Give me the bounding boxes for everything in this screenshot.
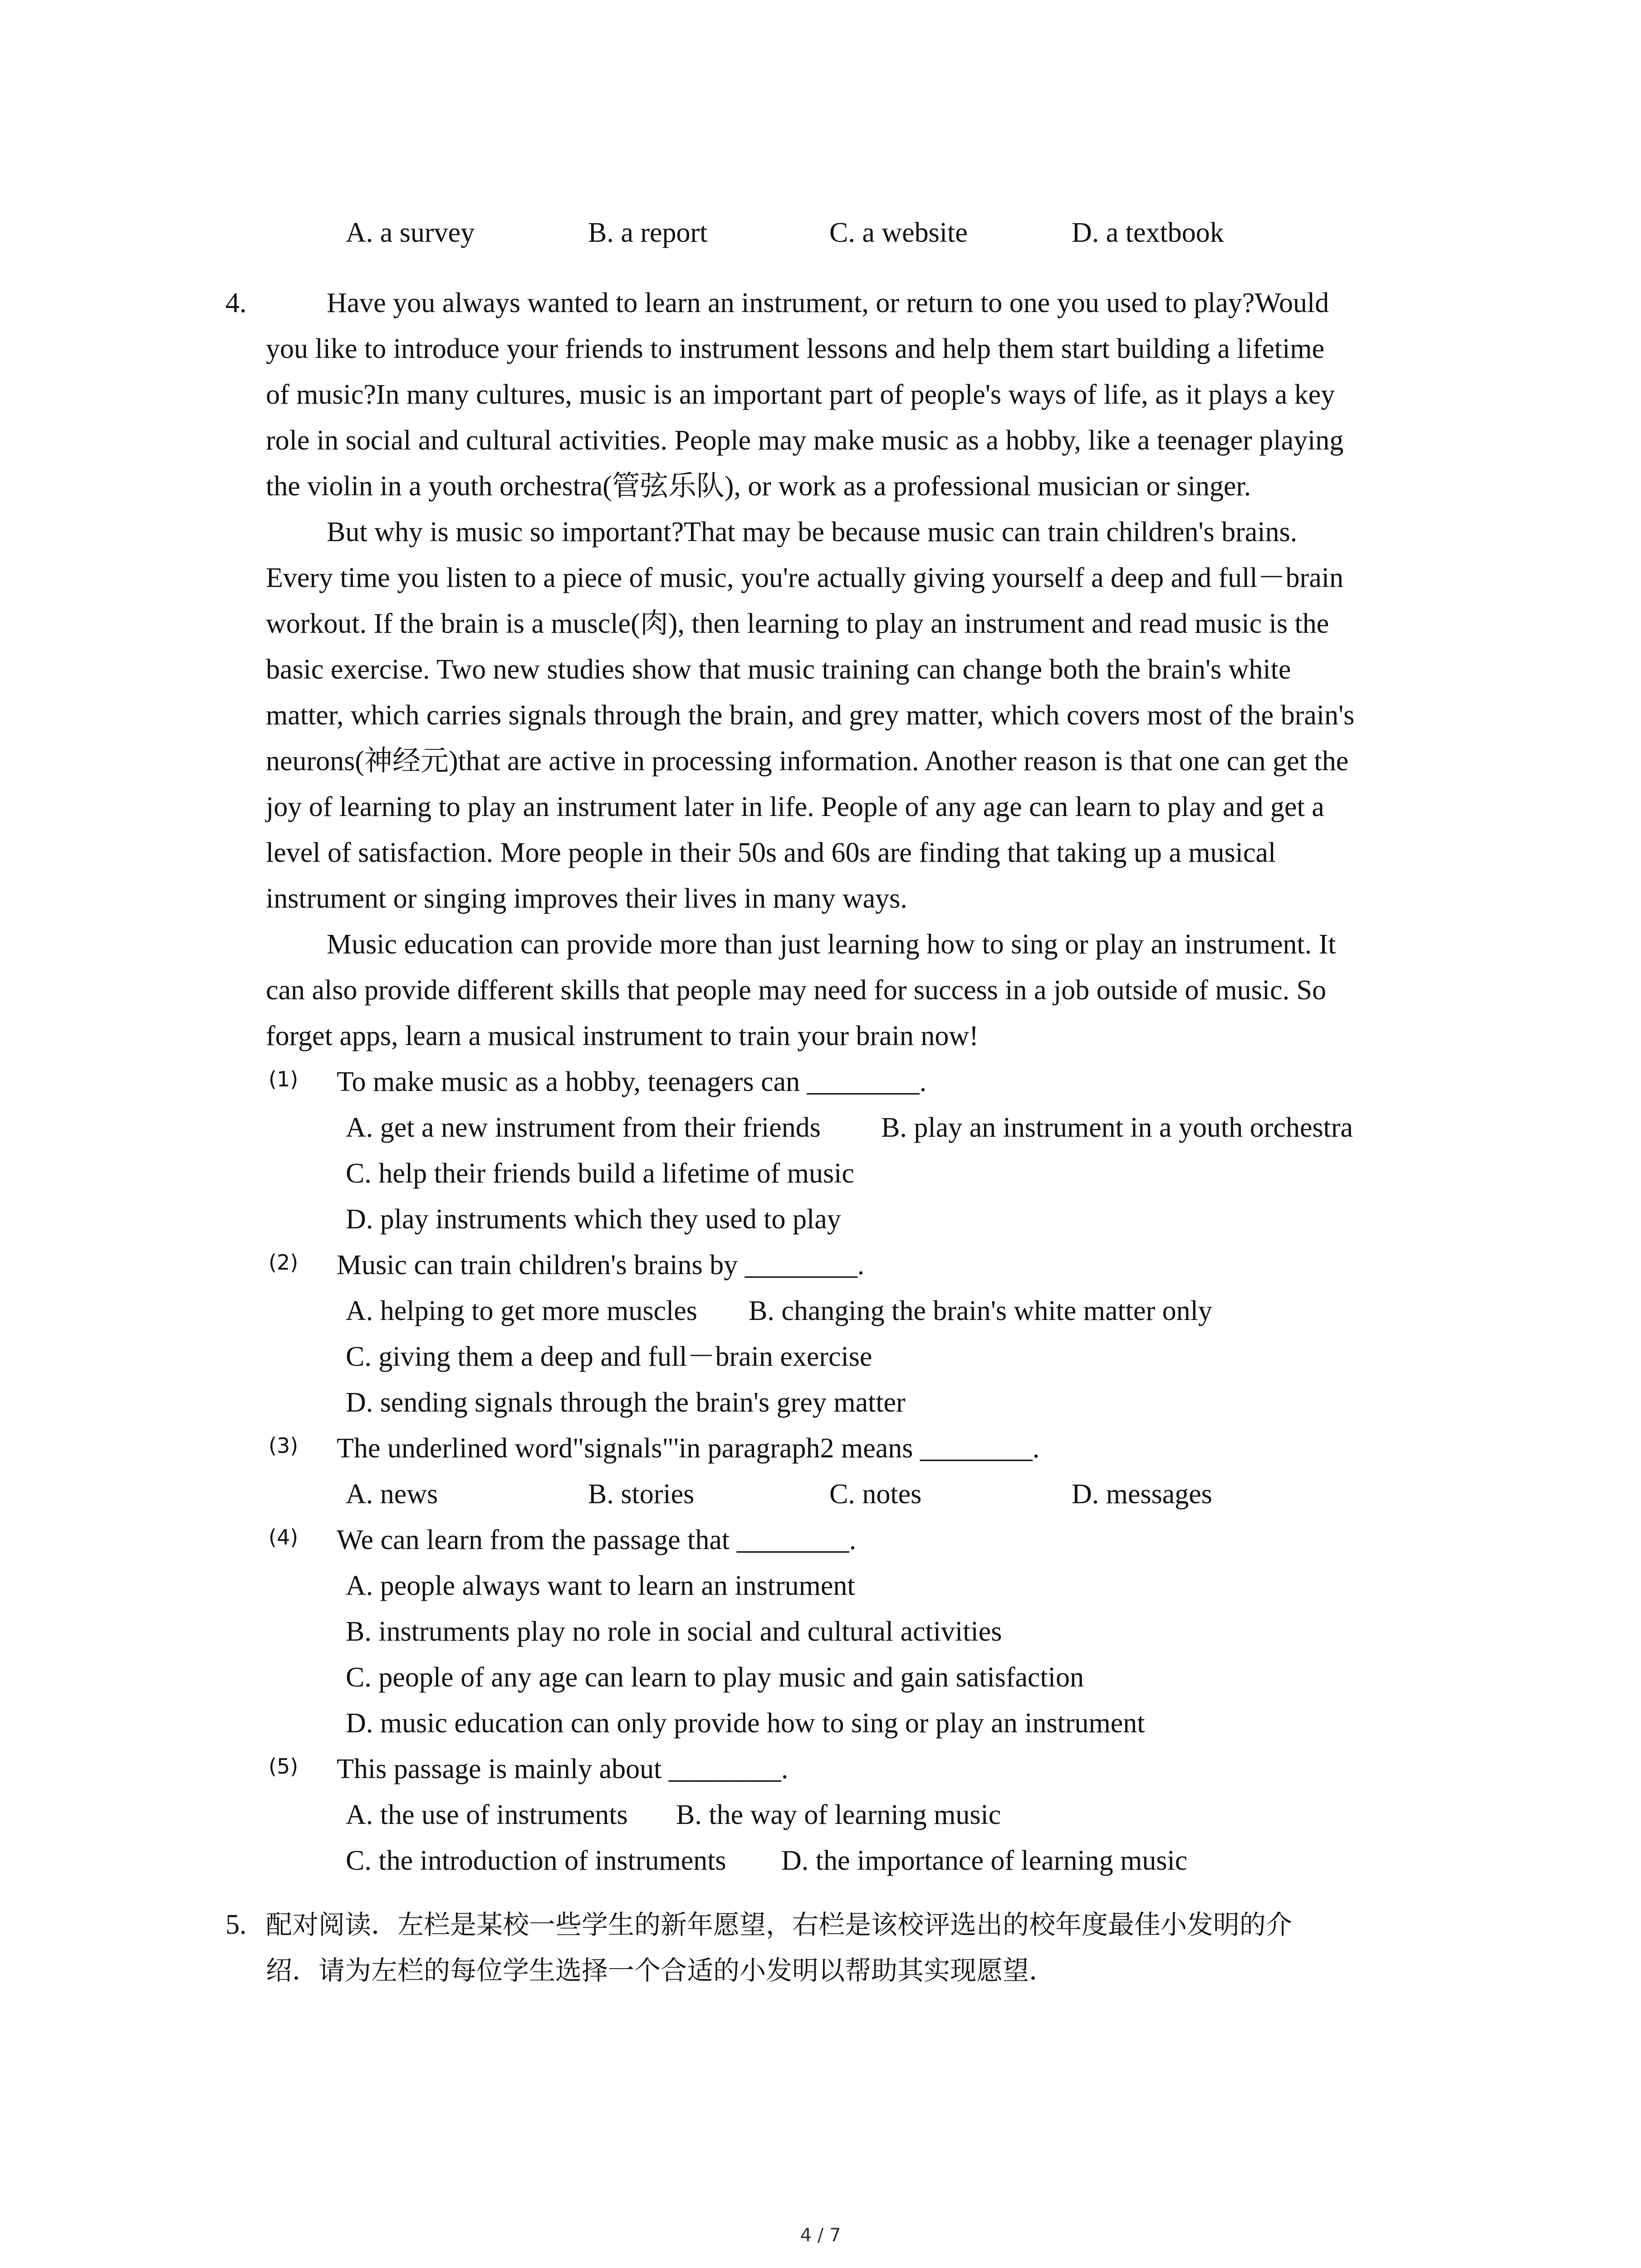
- page-number: 4 / 7: [800, 2225, 841, 2246]
- passage-line: forget apps, learn a musical instrument to train your brain now!: [266, 1021, 979, 1051]
- question-number: 5.: [225, 1909, 247, 1940]
- sub-question-stem: Music can train children's brains by ________.: [337, 1250, 865, 1281]
- q3-option-b: B. a report: [588, 217, 708, 248]
- answer-option: A. helping to get more muscles: [346, 1295, 697, 1326]
- answer-option: D. the importance of learning music: [781, 1845, 1188, 1876]
- passage-line: neurons(神经元)that are active in processing information. Another reason is that one can get the: [266, 746, 1349, 777]
- passage-line: instrument or singing improves their lives in many ways.: [266, 883, 907, 914]
- sub-question-stem: This passage is mainly about ________.: [337, 1754, 789, 1784]
- passage-line: can also provide different skills that people may need for success in a job outside of music. So: [266, 975, 1327, 1006]
- passage-line: Music education can provide more than just learning how to sing or play an instrument. It: [327, 929, 1336, 960]
- answer-option: A. the use of instruments: [346, 1799, 628, 1830]
- sub-question-stem: The underlined word"signals"'in paragraph2 means ________.: [337, 1433, 1040, 1464]
- passage-line: the violin in a youth orchestra(管弦乐队), or work as a professional musician or singer.: [266, 471, 1251, 502]
- instruction-line: 配对阅读．左栏是某校一些学生的新年愿望，右栏是该校评选出的校年度最佳小发明的介: [266, 1909, 1293, 1940]
- answer-option: B. stories: [588, 1479, 695, 1510]
- answer-option: C. notes: [829, 1479, 922, 1510]
- q3-option-c: C. a website: [829, 217, 968, 248]
- sub-question-stem: We can learn from the passage that ________.: [337, 1525, 857, 1555]
- answer-option: B. changing the brain's white matter only: [749, 1295, 1212, 1326]
- sub-question-number: (4): [269, 1525, 299, 1549]
- sub-question-number: (1): [269, 1067, 299, 1091]
- answer-option: A. people always want to learn an instrument: [346, 1570, 855, 1601]
- answer-option: D. messages: [1072, 1479, 1212, 1510]
- answer-option: D. play instruments which they used to play: [346, 1204, 841, 1235]
- answer-option: D. music education can only provide how to sing or play an instrument: [346, 1708, 1145, 1739]
- passage-line: joy of learning to play an instrument later in life. People of any age can learn to play and get a: [266, 792, 1324, 822]
- answer-option: B. the way of learning music: [676, 1799, 1001, 1830]
- passage-line: Every time you listen to a piece of music, you're actually giving yourself a deep and full－brain: [266, 562, 1344, 593]
- q3-option-d: D. a textbook: [1072, 217, 1224, 248]
- answer-option: C. people of any age can learn to play music and gain satisfaction: [346, 1662, 1084, 1693]
- passage-line: Have you always wanted to learn an instrument, or return to one you used to play?Would: [327, 288, 1329, 318]
- answer-option: C. help their friends build a lifetime of music: [346, 1158, 854, 1189]
- question-number: 4.: [225, 288, 247, 318]
- passage-line: level of satisfaction. More people in their 50s and 60s are finding that taking up a musical: [266, 837, 1276, 868]
- sub-question-number: (2): [269, 1250, 299, 1275]
- passage-line: workout. If the brain is a muscle(肉), then learning to play an instrument and read music is the: [266, 608, 1329, 639]
- instruction-line: 绍．请为左栏的每位学生选择一个合适的小发明以帮助其实现愿望．: [266, 1955, 1056, 1986]
- q3-option-a: A. a survey: [346, 217, 475, 248]
- answer-option: A. get a new instrument from their friends: [346, 1112, 821, 1143]
- sub-question-number: (5): [269, 1754, 299, 1779]
- sub-question-stem: To make music as a hobby, teenagers can ________.: [337, 1066, 927, 1097]
- passage-line: But why is music so important?That may be because music can train children's brains.: [327, 517, 1298, 547]
- answer-option: A. news: [346, 1479, 438, 1510]
- answer-option: D. sending signals through the brain's grey matter: [346, 1387, 906, 1418]
- answer-option: B. instruments play no role in social and cultural activities: [346, 1616, 1002, 1647]
- answer-option: C. giving them a deep and full－brain exercise: [346, 1341, 872, 1372]
- passage-line: role in social and cultural activities. People may make music as a hobby, like a teenager playing: [266, 425, 1344, 456]
- passage-line: of music?In many cultures, music is an important part of people's ways of life, as it plays a key: [266, 379, 1335, 410]
- passage-line: matter, which carries signals through the brain, and grey matter, which covers most of the brain's: [266, 700, 1355, 731]
- sub-question-number: (3): [269, 1433, 299, 1458]
- passage-line: you like to introduce your friends to instrument lessons and help them start building a lifetime: [266, 333, 1325, 364]
- answer-option: B. play an instrument in a youth orchestra: [881, 1112, 1353, 1143]
- answer-option: C. the introduction of instruments: [346, 1845, 726, 1876]
- passage-line: basic exercise. Two new studies show that music training can change both the brain's white: [266, 654, 1291, 685]
